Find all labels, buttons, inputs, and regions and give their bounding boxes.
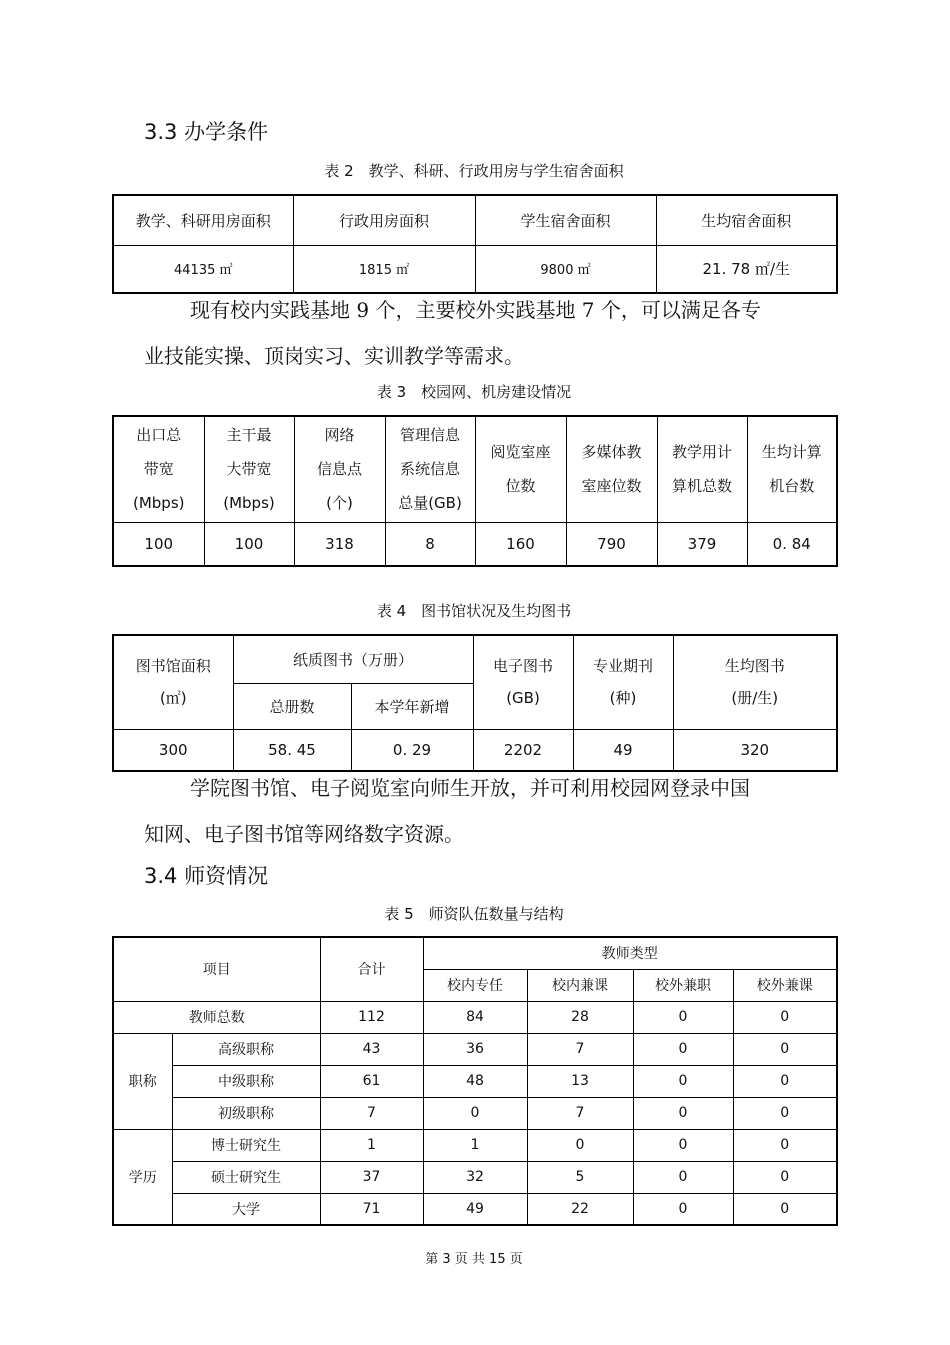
table5-cell: 61 [320,1065,423,1097]
table5-cell: 49 [423,1193,527,1225]
page-footer: 第 3 页 共 15 页 [425,1252,523,1267]
table5-cell: 5 [527,1161,633,1193]
table3-header-line: 管理信息 [399,426,460,445]
table3-cell: 318 [294,522,385,566]
table3-cell: 0. 84 [747,522,837,566]
table4-cell: 300 [113,729,233,771]
table5-cell: 48 [423,1065,527,1097]
table5-cell: 7 [527,1097,633,1129]
table3-caption: 表 3 校园网、机房建设情况 [376,383,572,401]
table3-header [113,416,204,522]
table3-header [566,416,657,522]
table5-cell: 0 [527,1129,633,1161]
table2 [112,194,838,294]
table5-cell: 71 [320,1193,423,1225]
table3-header-line: 大带宽 [226,460,272,479]
table3-cell: 379 [657,522,747,566]
section-heading-3-3: 3.3 办学条件 [144,120,269,144]
table4-header-per-student [673,635,837,729]
table5-cell: 22 [527,1193,633,1225]
paragraph1-line2: 业技能实操、顶岗实习、实训教学等需求。 [144,344,524,368]
table3-header [385,416,475,522]
table2-header: 学生宿舍面积 [475,195,656,245]
table4-header-line: (册/生) [731,689,779,708]
table5-cell: 7 [320,1097,423,1129]
table5-row-label: 初级职称 [172,1097,320,1129]
table2-caption: 表 2 教学、科研、行政用房与学生宿舍面积 [324,162,624,180]
table5-cell: 0 [733,1033,837,1065]
paragraph2-line1: 学院图书馆、电子阅览室向师生开放，并可利用校园网登录中国 [190,776,750,800]
table4-cell: 0. 29 [351,729,473,771]
table5-header-item: 项目 [113,937,320,1001]
table3 [112,415,838,567]
paragraph2-line2: 知网、电子图书馆等网络数字资源。 [144,822,464,846]
table5-cell: 0 [733,1001,837,1033]
table5-group-label: 学历 [113,1129,172,1225]
table5-cell: 1 [423,1129,527,1161]
table3-header-line: 多媒体教 [581,443,642,462]
table4-caption: 表 4 图书馆状况及生均图书 [376,602,572,620]
table5-row-label: 硕士研究生 [172,1161,320,1193]
table5-cell: 32 [423,1161,527,1193]
table3-header [747,416,837,522]
table4-header-line: (㎡) [159,689,187,708]
table3-header-line: 算机总数 [671,477,732,496]
table2-header: 生均宿舍面积 [656,195,837,245]
table3-cell: 160 [475,522,566,566]
table5-cell: 0 [733,1097,837,1129]
table3-header-line: 位数 [505,477,536,496]
table3-header-line: 信息点 [316,460,362,479]
table5-cell: 0 [633,1193,733,1225]
table3-cell: 100 [113,522,204,566]
table5 [112,936,838,1226]
table3-header-line: (个) [326,494,353,513]
table4-cell: 2202 [473,729,573,771]
table5-cell: 112 [320,1001,423,1033]
table4-header-total-volumes: 总册数 [233,683,351,729]
table2-header: 行政用房面积 [293,195,475,245]
table4-header-journals [573,635,673,729]
table3-header [475,416,566,522]
table5-row-label: 高级职称 [172,1033,320,1065]
table5-cell: 0 [633,1129,733,1161]
table4-header-new-this-year: 本学年新增 [351,683,473,729]
table3-header [294,416,385,522]
table5-cell: 36 [423,1033,527,1065]
table4-header-line: 专业期刊 [593,657,654,676]
table5-cell: 43 [320,1033,423,1065]
table5-cell: 0 [733,1193,837,1225]
table5-caption: 表 5 师资队伍数量与结构 [384,905,564,923]
table3-cell: 100 [204,522,294,566]
section-heading-3-4: 3.4 师资情况 [144,864,269,888]
table5-row-label: 教师总数 [113,1001,320,1033]
table5-row-label: 中级职称 [172,1065,320,1097]
table4-header-library-area [113,635,233,729]
table4 [112,634,838,772]
table5-cell: 7 [527,1033,633,1065]
table3-header-line: 系统信息 [399,460,460,479]
paragraph1-line1: 现有校内实践基地 9 个，主要校外实践基地 7 个，可以满足各专 [190,298,761,322]
table2-cell: 21. 78 ㎡/生 [656,245,837,293]
table4-header-line: (种) [609,689,637,708]
table5-cell: 37 [320,1161,423,1193]
table3-header-line: 阅览室座 [490,443,551,462]
table5-cell: 1 [320,1129,423,1161]
table3-header-line: 网络 [324,426,355,445]
table5-header-type: 校外兼职 [633,969,733,1001]
table3-header-line: 主干最 [226,426,272,445]
table3-header-line: 出口总 [136,426,182,445]
table2-cell: 9800 ㎡ [475,245,656,293]
table5-row-label: 博士研究生 [172,1129,320,1161]
table2-header: 教学、科研用房面积 [113,195,293,245]
table5-header-type: 校内兼课 [527,969,633,1001]
table5-cell: 0 [633,1001,733,1033]
table3-header-line: 总量(GB) [398,494,462,513]
table3-cell: 8 [385,522,475,566]
table5-cell: 0 [633,1161,733,1193]
table5-cell: 0 [633,1065,733,1097]
table4-header-line: 生均图书 [724,657,785,676]
table5-header-type: 校内专任 [423,969,527,1001]
table5-cell: 28 [527,1001,633,1033]
table5-cell: 0 [733,1065,837,1097]
table5-header-total: 合计 [320,937,423,1001]
table5-row-label: 大学 [172,1193,320,1225]
table4-header-ebooks [473,635,573,729]
table5-cell: 0 [633,1097,733,1129]
table4-cell: 49 [573,729,673,771]
table3-header-line: (Mbps) [132,494,185,513]
table3-header [204,416,294,522]
table3-header-line: 室座位数 [581,477,642,496]
table4-header-line: 电子图书 [493,657,554,676]
table4-header-line: (GB) [506,689,540,708]
table5-cell: 0 [733,1161,837,1193]
table3-header-line: 生均计算 [761,443,822,462]
table4-header-paper-books: 纸质图书（万册） [233,635,473,683]
table3-header [657,416,747,522]
table3-cell: 790 [566,522,657,566]
table5-cell: 84 [423,1001,527,1033]
table2-cell: 44135 ㎡ [113,245,293,293]
table5-header-teacher-type: 教师类型 [423,937,837,969]
table5-cell: 0 [633,1033,733,1065]
table3-header-line: 机台数 [769,477,815,496]
table4-cell: 58. 45 [233,729,351,771]
table5-group-label: 职称 [113,1033,172,1129]
table5-cell: 0 [423,1097,527,1129]
table4-header-line: 图书馆面积 [135,657,211,676]
table5-cell: 13 [527,1065,633,1097]
table3-header-line: 教学用计 [671,443,732,462]
table3-header-line: (Mbps) [223,494,275,513]
table4-cell: 320 [673,729,837,771]
table5-cell: 0 [733,1129,837,1161]
table2-cell: 1815 ㎡ [293,245,475,293]
table3-header-line: 带宽 [143,460,174,479]
table5-header-type: 校外兼课 [733,969,837,1001]
